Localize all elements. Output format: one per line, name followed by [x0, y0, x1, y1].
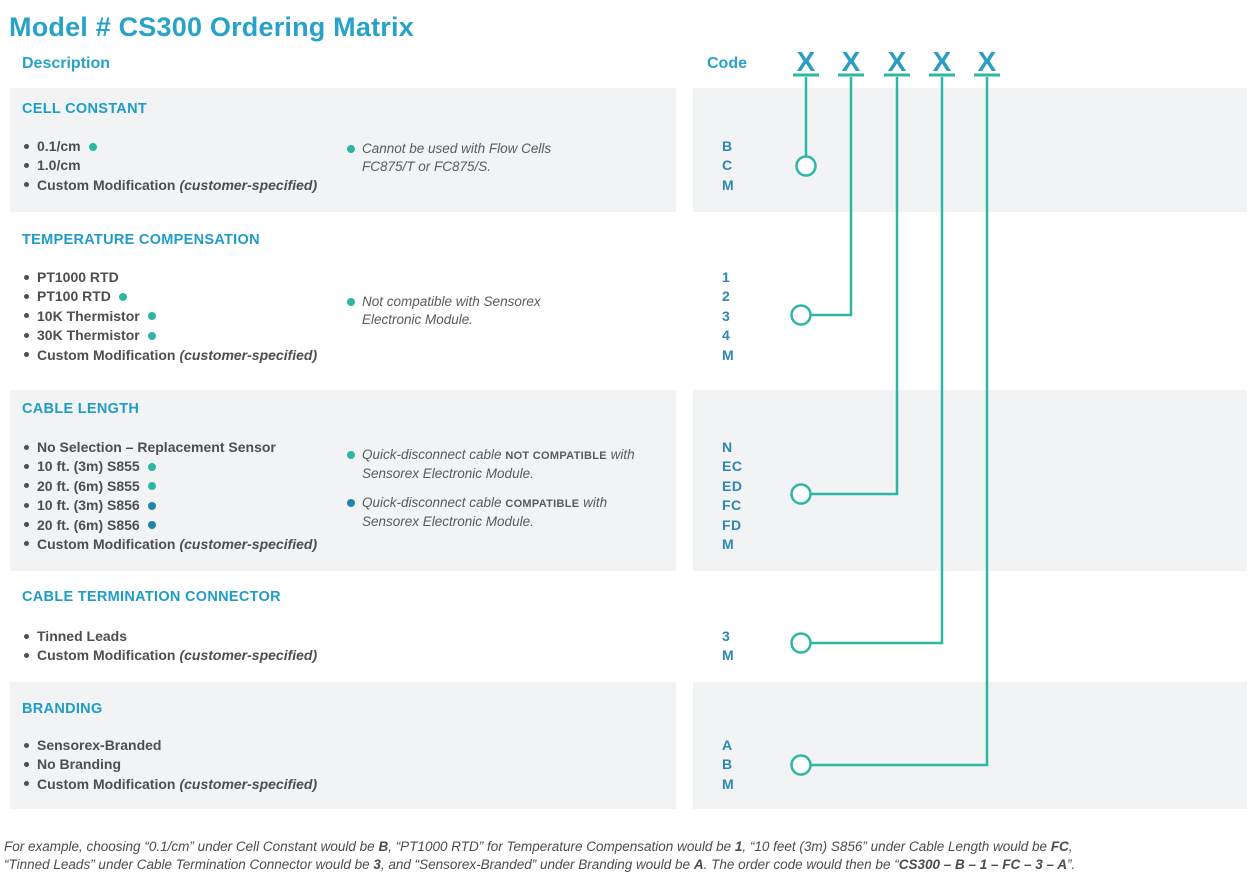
option-item	[24, 176, 317, 195]
teal-dot-icon	[148, 332, 156, 340]
option-item	[24, 477, 317, 496]
code-value: M	[722, 176, 735, 193]
option-item	[24, 646, 317, 665]
section-header-cable-termination-connector: CABLE TERMINATION CONNECTOR	[22, 589, 281, 605]
code-value: M	[722, 346, 735, 363]
option-suffix: (customer-specified)	[179, 535, 318, 552]
codes-branding	[722, 736, 734, 794]
code-value: M	[722, 535, 735, 552]
option-item	[24, 346, 317, 365]
footnote-code: FC	[1050, 839, 1069, 854]
bullet-icon	[24, 144, 29, 149]
section-bg-branding-right	[693, 682, 1247, 809]
option-label: No Branding	[37, 756, 121, 773]
codes-cell-constant	[722, 137, 734, 195]
bullet-icon	[24, 503, 29, 508]
bullet-icon	[24, 333, 29, 338]
option-item	[24, 268, 317, 287]
section-bg-cable-length-right	[693, 390, 1247, 571]
code-value: C	[722, 157, 733, 174]
option-item	[24, 627, 317, 646]
section-header-temperature-compensation: TEMPERATURE COMPENSATION	[22, 232, 260, 248]
code-value: A	[722, 737, 733, 753]
option-label: No Selection – Replacement Sensor	[37, 439, 276, 455]
option-label: 0.1/cm	[37, 138, 81, 154]
option-label: 10K Thermistor	[37, 307, 140, 324]
code-position-x-5: X	[977, 46, 997, 77]
option-label: PT100 RTD	[37, 288, 111, 305]
codes-cable-length	[722, 438, 742, 554]
code-value: 2	[722, 288, 731, 305]
option-label: 10 ft. (3m) S855	[37, 458, 140, 475]
note-cable-length-2	[347, 494, 637, 531]
codes-temperature-compensation	[722, 268, 734, 365]
section-header-branding: BRANDING	[22, 701, 103, 717]
option-suffix: (customer-specified)	[179, 775, 318, 792]
bullet-icon	[24, 313, 29, 318]
selector-circle-icon	[792, 634, 811, 653]
teal-dot-icon	[119, 293, 127, 301]
option-item	[24, 535, 317, 554]
code-value: 3	[722, 628, 731, 644]
footnote-text: ”.	[1067, 856, 1076, 872]
bullet-icon	[24, 743, 29, 748]
note-caps-part: NOT COMPATIBLE	[505, 450, 607, 462]
codes-cable-termination-connector	[722, 627, 734, 666]
option-suffix: (customer-specified)	[179, 346, 318, 363]
option-item	[24, 438, 317, 457]
footnote-text: . The order code would then be “	[703, 856, 899, 872]
code-value: FC	[722, 497, 742, 514]
teal-dot-icon	[148, 463, 156, 471]
option-item	[24, 755, 317, 774]
code-position-x-3: X	[887, 46, 907, 77]
option-label: Custom Modification	[37, 535, 176, 552]
section-header-cell-constant: CELL CONSTANT	[22, 101, 147, 117]
option-item	[24, 775, 317, 794]
option-item	[24, 516, 317, 535]
footnote-text: , and “Sensorex-Branded” under Branding would be	[380, 856, 694, 872]
code-value: FD	[722, 516, 742, 533]
bullet-icon	[24, 522, 29, 527]
note-text-part: Cannot be used with Flow Cells FC875/T or FC875/S.	[362, 141, 552, 174]
option-item	[24, 137, 317, 156]
option-label: 1.0/cm	[37, 157, 81, 174]
code-value: ED	[722, 477, 743, 494]
bullet-icon	[24, 163, 29, 168]
note-dot-icon	[347, 499, 355, 507]
note-cable-length-1	[347, 446, 637, 483]
option-label: PT1000 RTD	[37, 269, 119, 285]
bullet-icon	[24, 352, 29, 357]
option-label: 30K Thermistor	[37, 327, 140, 344]
option-item	[24, 457, 317, 476]
code-position-x-1: X	[796, 46, 816, 77]
option-item	[24, 287, 317, 306]
code-column-label: Code	[707, 55, 747, 72]
code-position-x-2: X	[841, 46, 861, 77]
option-label: Custom Modification	[37, 775, 176, 792]
note-text	[362, 494, 637, 531]
note-caps-part: COMPATIBLE	[505, 498, 580, 510]
description-column-label: Description	[22, 55, 111, 72]
option-label: Sensorex-Branded	[37, 737, 162, 753]
note-text-part: with Sensorex Electronic Module.	[362, 447, 635, 481]
footnote-line-2	[4, 856, 1075, 874]
option-label: Custom Modification	[37, 176, 176, 193]
note-dot-icon	[347, 298, 355, 306]
bullet-icon	[24, 781, 29, 786]
note-cell-constant	[347, 140, 597, 176]
section-bg-cell-constant-right	[693, 88, 1247, 212]
option-item	[24, 156, 317, 175]
option-item	[24, 496, 317, 515]
footnote-code: B	[378, 839, 389, 854]
code-value: M	[722, 775, 735, 792]
option-label: 20 ft. (6m) S856	[37, 516, 140, 533]
code-value: M	[722, 647, 735, 664]
option-label: Custom Modification	[37, 346, 176, 363]
code-value: 3	[722, 307, 731, 324]
teal-dot-icon	[89, 143, 97, 151]
section-header-cable-length: CABLE LENGTH	[22, 401, 140, 417]
footnote-text: “Tinned Leads” under Cable Termination Connector would be	[4, 856, 374, 872]
code-value: EC	[722, 458, 743, 475]
page-title: Model # CS300 Ordering Matrix	[9, 12, 414, 42]
option-item	[24, 326, 317, 345]
bullet-icon	[24, 762, 29, 767]
bullet-icon	[24, 483, 29, 488]
note-text-part: Quick-disconnect cable	[362, 495, 506, 510]
note-text	[362, 446, 637, 483]
option-suffix: (customer-specified)	[179, 647, 318, 664]
bullet-icon	[24, 541, 29, 546]
items-cable-termination-connector	[24, 627, 317, 666]
teal-dot-icon	[148, 312, 156, 320]
code-value: B	[722, 756, 733, 773]
bullet-icon	[24, 464, 29, 469]
bullet-icon	[24, 445, 29, 450]
code-value: N	[722, 439, 733, 455]
option-suffix: (customer-specified)	[179, 176, 318, 193]
footnote-text: , “10 feet (3m) S856” under Cable Length would be	[742, 839, 1051, 854]
selector-circle-icon	[792, 306, 811, 325]
footnote-text: , “PT1000 RTD” for Temperature Compensation would be	[388, 839, 735, 854]
option-item	[24, 307, 317, 326]
code-value: B	[722, 138, 733, 154]
footnote-code: CS300 – B – 1 – FC – 3 – A	[898, 856, 1068, 872]
footnote-code: 1	[734, 839, 743, 854]
option-label: Custom Modification	[37, 647, 176, 664]
footnote-text: ,	[1068, 839, 1073, 854]
example-footnote	[4, 838, 1075, 873]
footnote-code: 3	[373, 856, 381, 872]
bullet-icon	[24, 182, 29, 187]
note-dot-icon	[347, 451, 355, 459]
note-text-part: Quick-disconnect cable	[362, 447, 506, 462]
option-label: 10 ft. (3m) S856	[37, 497, 140, 514]
code-value: 1	[722, 269, 731, 285]
footnote-text: For example, choosing “0.1/cm” under Cell Constant would be	[4, 839, 379, 854]
bullet-icon	[24, 294, 29, 299]
note-dot-icon	[347, 145, 355, 153]
footnote-code: A	[693, 856, 704, 872]
bullet-icon	[24, 634, 29, 639]
blue-dot-icon	[148, 502, 156, 510]
note-text-part: with Sensorex Electronic Module.	[362, 495, 608, 529]
items-cell-constant	[24, 137, 317, 195]
option-item	[24, 736, 317, 755]
footnote-line-1	[4, 838, 1075, 856]
teal-dot-icon	[148, 482, 156, 490]
code-position-x-4: X	[932, 46, 952, 77]
blue-dot-icon	[148, 521, 156, 529]
note-text	[362, 140, 597, 176]
bullet-icon	[24, 653, 29, 658]
option-label: 20 ft. (6m) S855	[37, 477, 140, 494]
option-label: Tinned Leads	[37, 628, 127, 644]
items-branding	[24, 736, 317, 794]
note-text-part: Not compatible with Sensorex Electronic Module.	[362, 294, 541, 327]
note-temperature-compensation	[347, 293, 597, 329]
note-text	[362, 293, 597, 329]
code-value: 4	[722, 327, 731, 344]
items-cable-length	[24, 438, 317, 554]
bullet-icon	[24, 275, 29, 280]
items-temperature-compensation	[24, 268, 317, 365]
